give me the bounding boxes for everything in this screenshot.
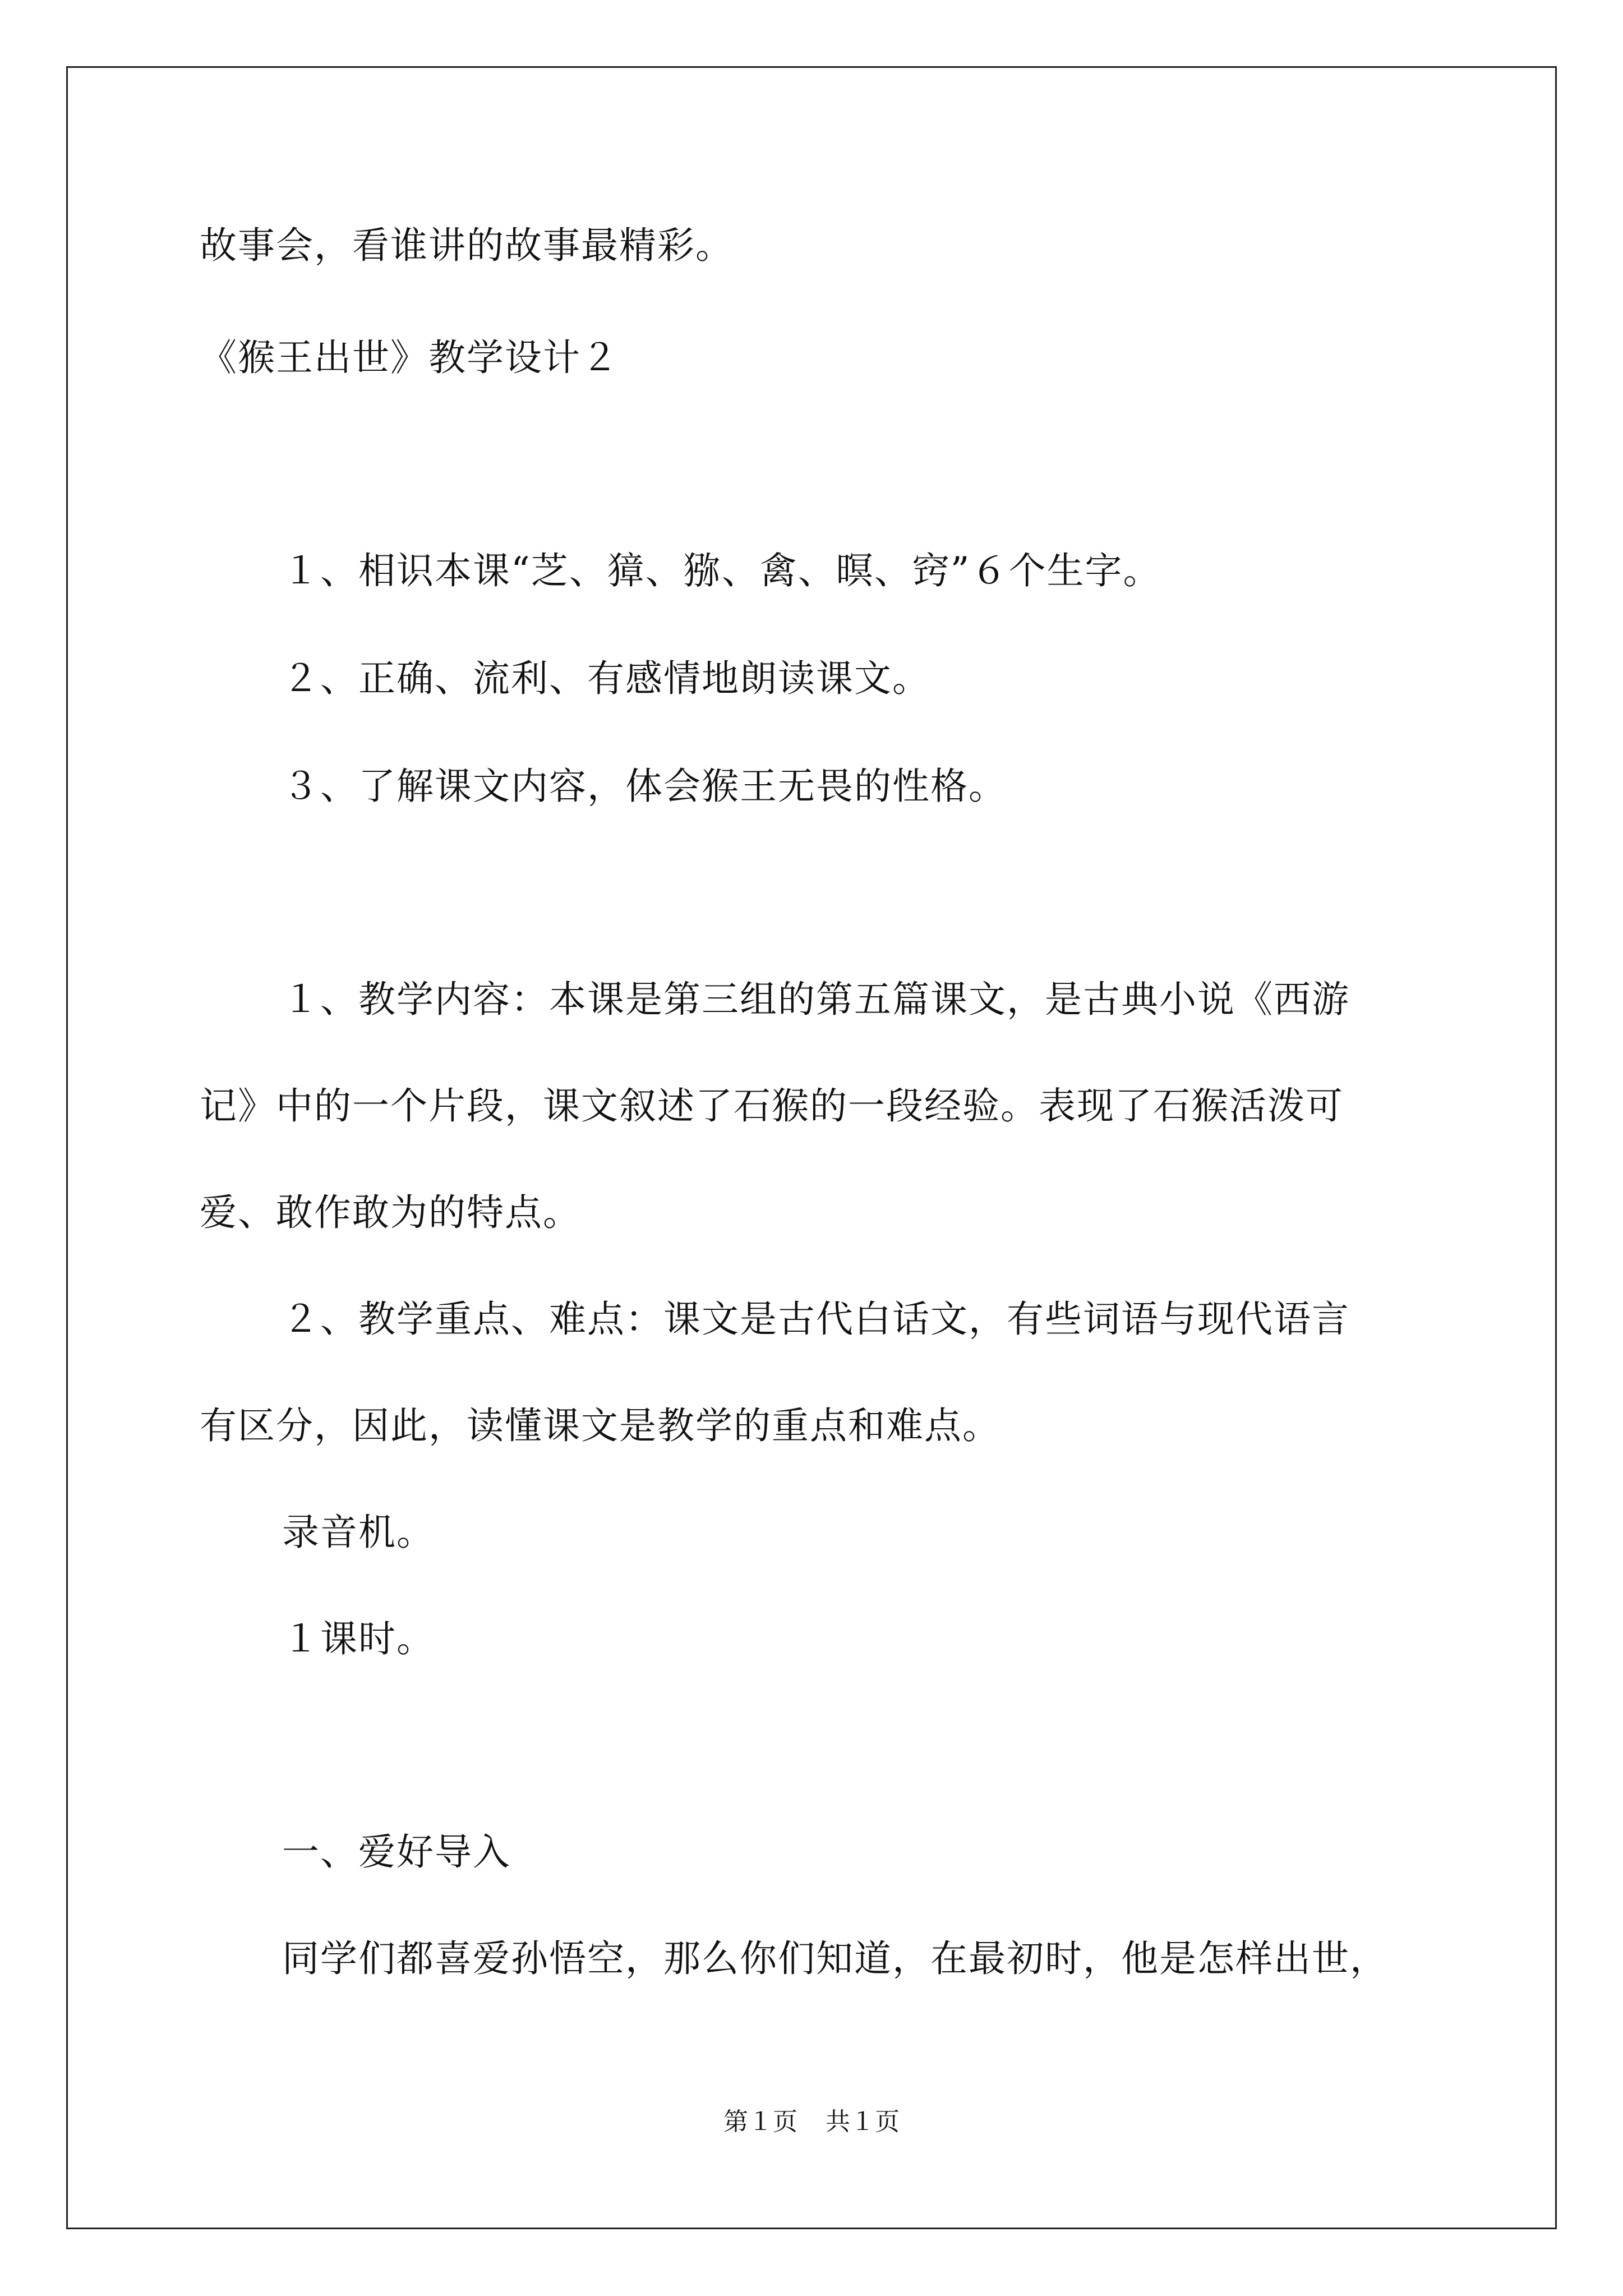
- focus-paragraph-line: ２、教学重点、难点：课文是古代白话文，有些词语与现代语言: [282, 1297, 1350, 1341]
- page-total: 共１页: [826, 2108, 900, 2136]
- text-line: 故事会，看谁讲的故事最精彩。: [200, 224, 734, 267]
- section-heading: 一、爱好导入: [282, 1830, 511, 1874]
- content-paragraph-line: 记》中的一个片段，课文叙述了石猴的一段经验。表现了石猴活泼可: [200, 1084, 1344, 1128]
- objective-3: ３、了解课文内容，体会猴王无畏的性格。: [282, 765, 1007, 808]
- objective-1: １、相识本课“芝、獐、猕、禽、暝、窍”６个生字。: [282, 549, 1161, 592]
- intro-paragraph-line: 同学们都喜爱孙悟空，那么你们知道，在最初时，他是怎样出世，: [282, 1937, 1388, 1980]
- focus-paragraph-line: 有区分，因此，读懂课文是教学的重点和难点。: [200, 1404, 1000, 1447]
- page-number: 第１页: [723, 2108, 797, 2136]
- objective-2: ２、正确、流利、有感情地朗读课文。: [282, 657, 930, 700]
- content-paragraph-line: 爱、敢作敢为的特点。: [200, 1191, 581, 1234]
- page-footer: [0, 2106, 1623, 2138]
- materials-line: 录音机。: [282, 1511, 435, 1554]
- section-title: 《猴王出世》教学设计２: [200, 336, 619, 379]
- content-paragraph-line: １、教学内容：本课是第三组的第五篇课文，是古典小说《西游: [282, 978, 1350, 1021]
- duration-line: １课时。: [282, 1617, 435, 1660]
- page-border: [66, 66, 1557, 2229]
